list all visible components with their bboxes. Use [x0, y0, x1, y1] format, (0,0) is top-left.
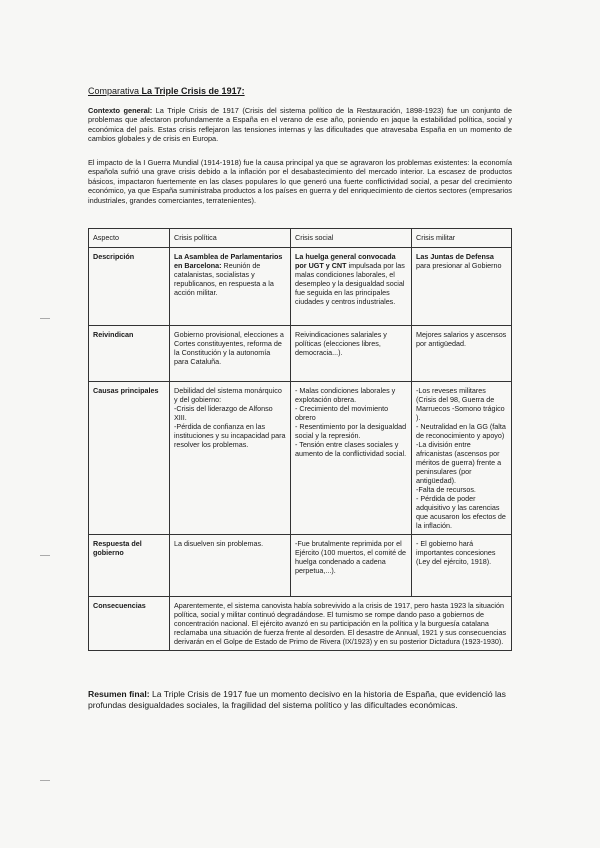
title-main: La Triple Crisis de 1917: [141, 86, 245, 96]
table-row [89, 248, 512, 326]
list-item: - Malas condiciones laborales y explotación obrera. [295, 386, 396, 404]
list-item: - Resentimiento por la desigualdad social y la represión. [295, 422, 407, 440]
cell-causas-politica [170, 382, 291, 535]
context-label: Contexto general: [88, 106, 153, 115]
cell-respuesta-politica: La disuelven sin problemas. [170, 535, 291, 597]
list-item: - Pérdida de poder adquisitivo y las carencias que acusaron los efectos de la inflación. [416, 494, 506, 530]
intro-paragraph: El impacto de la I Guerra Mundial (1914-1918) fue la causa principal ya que se agravaron los problemas existentes: la economía española sufrió una grave crisis debido a la inflación por el desabastecimiento del mercado interior. La escasez de productos básicos, impactaron fuertemente en las clases populares lo que generó una fuerte conflictividad social, a pesar del crecimiento económico, ya que España suministraba productos a los países en guerra y del enriquecimiento de ciertos sectores (empresarios industriales, grandes comerciantes, terratenientes). [88, 158, 512, 205]
cell-bold-text: La huelga general convocada por UGT y CNT [295, 252, 396, 270]
final-summary-text: La Triple Crisis de 1917 fue un momento decisivo en la historia de España, que evidenció las profundas desigualdades sociales, la fragilidad del sistema político y las dificultades económicas. [88, 689, 506, 710]
context-paragraph [88, 106, 512, 144]
list-item: -Falta de recursos. [416, 485, 476, 494]
header-aspecto: Aspecto [89, 229, 170, 248]
margin-mark [40, 555, 50, 559]
header-social: Crisis social [291, 229, 412, 248]
cell-descripcion-social [291, 248, 412, 326]
table-row [89, 326, 512, 382]
margin-mark [40, 780, 50, 784]
table-row [89, 535, 512, 597]
cell-text: impulsada por las malas condiciones laborales, el desempleo y la desigualdad social fue seguida en las principales ciudades y centros industriales. [295, 261, 405, 306]
cell-descripcion-militar [412, 248, 512, 326]
list-item: -Crisis del liderazgo de Alfonso XIII. [174, 404, 273, 422]
row-label-causas: Causas principales [89, 382, 170, 535]
comparison-table [88, 228, 512, 651]
row-label-consecuencias: Consecuencias [89, 597, 170, 651]
list-item: - Neutralidad en la GG (falta de reconocimiento y apoyo) [416, 422, 506, 440]
cell-reivindican-politica: Gobierno provisional, elecciones a Cortes constituyentes, reforma de la Constitución y la autonomía para Cataluña. [170, 326, 291, 382]
row-label-reivindican: Reivindican [89, 326, 170, 382]
cell-bold-text: La Asamblea de Parlamentarios en Barcelona: [174, 252, 283, 270]
row-label-descripcion: Descripción [89, 248, 170, 326]
cell-reivindican-militar: Mejores salarios y ascensos por antigüedad. [412, 326, 512, 382]
list-item: -Los reveses militares (Crisis del 98, Guerra de Marruecos -Somono trágico ). [416, 386, 505, 422]
cell-bold-text: Las Juntas de Defensa [416, 252, 494, 261]
cell-consecuencias: Aparentemente, el sistema canovista había sobrevivido a la crisis de 1917, pero hasta 1923 la situación política, social y militar continuó degradándose. El turnismo se rompe dando paso a gobiernos de concentración nacional. El ejército avanzó en su participación en la política y la burguesía catalana reclamaba una situación de fuerza frente al desorden. El desastre de Annual, 1921 y sus consecuencias derivarán en el Golpe de Estado de Primo de Rivera (IX/1923) y en su posterior Dictadura (1923-1930). [170, 597, 512, 651]
cell-respuesta-social: -Fue brutalmente reprimida por el Ejército (100 muertos, el comité de huelga condenado a cadena perpetua,...). [291, 535, 412, 597]
cell-text: Reunión de catalanistas, socialistas y republicanos, en respuesta a la acción militar. [174, 261, 274, 297]
context-text: La Triple Crisis de 1917 (Crisis del sistema político de la Restauración, 1898-1923) fue un conjunto de problemas que afectaron profundamente a España en el verano de ese año, poniendo en jaque la estabilidad política, social y económica del país. Estas crisis reflejaron las tensiones internas y las dificultades que atravesaba España en un momento de cambios globales y de crisis en Europa. [88, 106, 513, 144]
cell-causas-militar [412, 382, 512, 535]
cell-text: para presionar al Gobierno [416, 261, 502, 270]
list-item: - Crecimiento del movimiento obrero [295, 404, 389, 422]
row-label-respuesta: Respuesta del gobierno [89, 535, 170, 597]
final-summary [88, 689, 514, 711]
cell-respuesta-militar: - El gobierno hará importantes concesiones (Ley del ejército, 1918). [412, 535, 512, 597]
final-summary-label: Resumen final: [88, 689, 150, 699]
cell-causas-social [291, 382, 412, 535]
table-header-row [89, 229, 512, 248]
margin-mark [40, 318, 50, 322]
page-title [88, 86, 245, 96]
header-militar: Crisis militar [412, 229, 512, 248]
table-row [89, 597, 512, 651]
title-prefix: Comparativa [88, 86, 142, 96]
cell-descripcion-politica [170, 248, 291, 326]
list-item: - Tensión entre clases sociales y aumento de la conflictividad social. [295, 440, 407, 458]
list-item: -Pérdida de confianza en las instituciones y su incapacidad para resolver los problemas. [174, 422, 286, 449]
list-item: -La división entre africanistas (ascensos por méritos de guerra) frente a peninsulares (por antigüedad). [416, 440, 502, 485]
table-row [89, 382, 512, 535]
cell-reivindican-social: Reivindicaciones salariales y políticas (elecciones libres, democracia...). [291, 326, 412, 382]
list-item: Debilidad del sistema monárquico y del gobierno: [174, 386, 282, 404]
header-politica: Crisis política [170, 229, 291, 248]
